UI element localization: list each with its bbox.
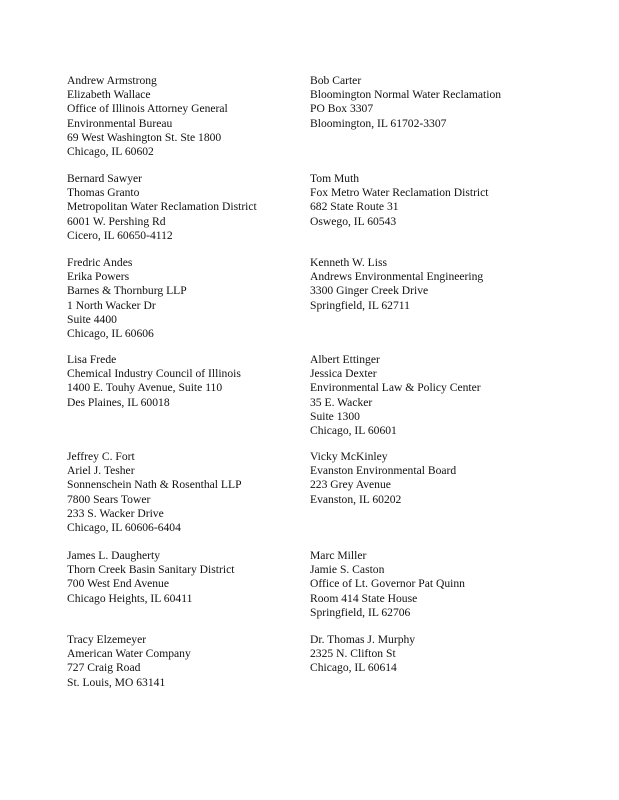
address-line: PO Box 3307: [310, 102, 374, 116]
address-line: Office of Illinois Attorney General: [67, 102, 228, 116]
address-line: Evanston, IL 60202: [310, 492, 402, 506]
address-line: 233 S. Wacker Drive: [67, 506, 164, 520]
address-line: 7800 Sears Tower: [67, 492, 151, 506]
address-line: Elizabeth Wallace: [67, 88, 151, 102]
contact-name: Tracy Elzemeyer: [67, 633, 147, 646]
address-block: [67, 256, 297, 341]
contact-name: Tom Muth: [310, 172, 360, 185]
address-line: 2325 N. Clifton St: [310, 647, 396, 661]
address-line: Room 414 State House: [310, 591, 418, 605]
address-line: Environmental Bureau: [67, 116, 173, 130]
contact-name: Bernard Sawyer: [67, 172, 143, 185]
address-block: [310, 450, 570, 507]
address-block: [310, 74, 570, 131]
address-line: Jamie S. Caston: [310, 563, 385, 577]
contact-name: Dr. Thomas J. Murphy: [310, 633, 416, 646]
address-line: Springfield, IL 62706: [310, 605, 411, 619]
address-line: 223 Grey Avenue: [310, 478, 391, 492]
address-line: Chicago, IL 60606: [67, 327, 154, 341]
address-block: [310, 172, 570, 229]
address-line: Suite 1300: [310, 409, 360, 423]
address-line: Fox Metro Water Reclamation District: [310, 186, 489, 200]
address-line: 700 West End Avenue: [67, 577, 169, 591]
contact-name: James L. Daugherty: [67, 549, 161, 562]
address-line: Springfield, IL 62711: [310, 298, 410, 312]
contact-name: Albert Ettinger: [310, 353, 380, 366]
address-block: [67, 353, 297, 410]
address-line: Bloomington, IL 61702-3307: [310, 116, 447, 130]
contact-name: Bob Carter: [310, 74, 362, 87]
contact-name: Fredric Andes: [67, 256, 133, 269]
address-line: Chicago, IL 60606-6404: [67, 521, 181, 535]
address-line: 1400 E. Touhy Avenue, Suite 110: [67, 381, 223, 395]
address-line: Erika Powers: [67, 270, 130, 284]
address-block: [310, 549, 570, 620]
address-line: Chicago Heights, IL 60411: [67, 591, 193, 605]
address-line: Suite 4400: [67, 312, 117, 326]
address-block: [310, 256, 570, 313]
address-line: Barnes & Thornburg LLP: [67, 284, 187, 298]
contact-name: Vicky McKinley: [310, 450, 388, 463]
address-block: [67, 74, 297, 159]
address-line: Metropolitan Water Reclamation District: [67, 200, 257, 214]
address-line: Cicero, IL 60650-4112: [67, 228, 173, 242]
address-line: Environmental Law & Policy Center: [310, 381, 481, 395]
address-block: [310, 353, 570, 438]
address-line: Thorn Creek Basin Sanitary District: [67, 563, 235, 577]
address-line: Des Plaines, IL 60018: [67, 395, 170, 409]
address-line: 727 Craig Road: [67, 661, 141, 675]
address-line: 69 West Washington St. Ste 1800: [67, 130, 222, 144]
address-line: American Water Company: [67, 647, 191, 661]
address-line: Ariel J. Tesher: [67, 464, 135, 478]
address-block: [67, 549, 297, 606]
address-line: Oswego, IL 60543: [310, 214, 397, 228]
contact-name: Marc Miller: [310, 549, 367, 562]
address-block: [67, 633, 297, 690]
address-line: Chicago, IL 60614: [310, 661, 397, 675]
contact-name: Jeffrey C. Fort: [67, 450, 135, 463]
contact-name: Kenneth W. Liss: [310, 256, 387, 269]
address-line: Bloomington Normal Water Reclamation: [310, 88, 502, 102]
address-line: 1 North Wacker Dr: [67, 298, 156, 312]
address-line: Evanston Environmental Board: [310, 464, 457, 478]
address-block: [67, 172, 297, 243]
address-line: Jessica Dexter: [310, 367, 377, 381]
address-line: 682 State Route 31: [310, 200, 399, 214]
address-line: Andrews Environmental Engineering: [310, 270, 484, 284]
address-line: Chicago, IL 60601: [310, 424, 397, 438]
address-block: [67, 450, 297, 535]
address-line: Chicago, IL 60602: [67, 145, 154, 159]
address-line: 6001 W. Pershing Rd: [67, 214, 166, 228]
contact-name: Lisa Frede: [67, 353, 117, 366]
address-line: Sonnenschein Nath & Rosenthal LLP: [67, 478, 242, 492]
address-line: St. Louis, MO 63141: [67, 675, 166, 689]
address-line: Chemical Industry Council of Illinois: [67, 367, 241, 381]
address-line: 3300 Ginger Creek Drive: [310, 284, 429, 298]
address-block: [310, 633, 570, 676]
address-line: Thomas Granto: [67, 186, 140, 200]
address-line: Office of Lt. Governor Pat Quinn: [310, 577, 465, 591]
contact-name: Andrew Armstrong: [67, 74, 157, 87]
address-line: 35 E. Wacker: [310, 395, 373, 409]
